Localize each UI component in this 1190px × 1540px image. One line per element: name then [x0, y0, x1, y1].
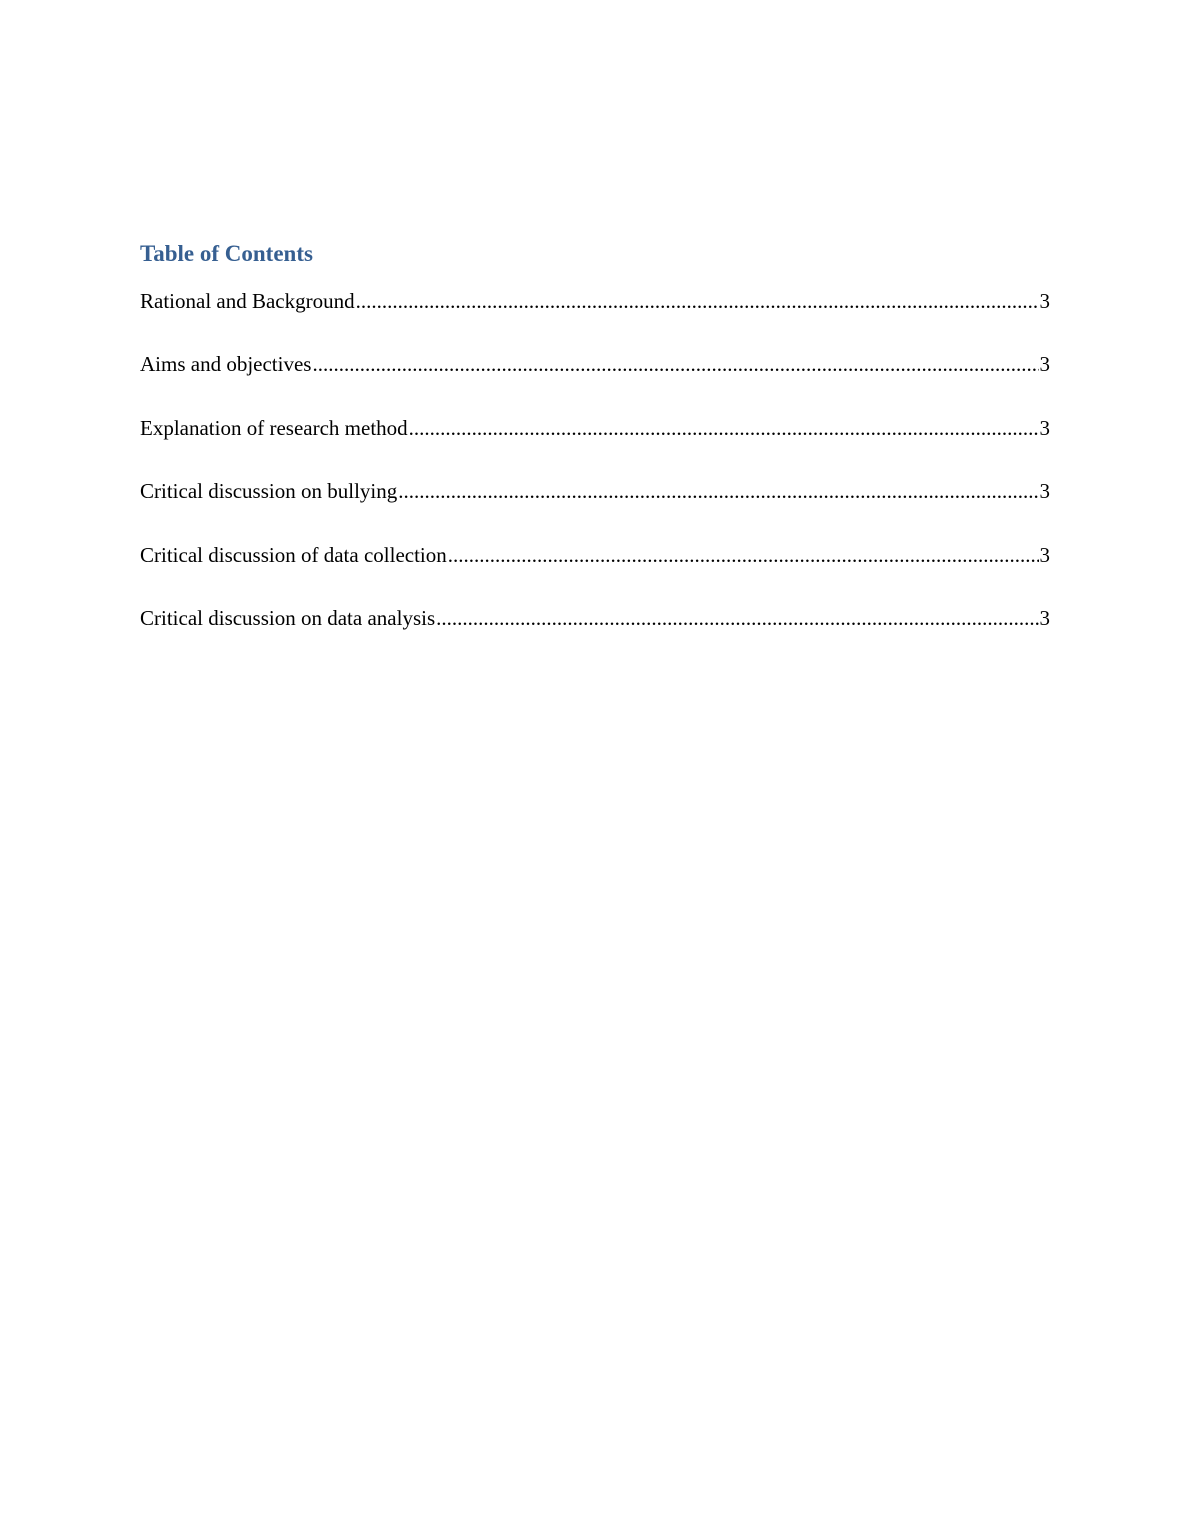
- toc-entry-critical-discussion-on-bullying[interactable]: [140, 476, 1050, 539]
- toc-dot-leader: [398, 476, 1038, 506]
- toc-heading: Table of Contents: [140, 241, 313, 266]
- toc-entry-page-number: 3: [1039, 479, 1050, 504]
- toc-entry-label: Critical discussion on data analysis: [140, 605, 436, 630]
- toc-entry-label: Critical discussion of data collection: [140, 542, 447, 567]
- toc-entry-page-number: 3: [1039, 415, 1050, 440]
- toc-entry-label: Explanation of research method: [140, 415, 408, 440]
- toc-dot-leader: [312, 349, 1038, 379]
- toc-entry-rational-and-background[interactable]: [140, 286, 1050, 349]
- toc-dot-leader: [436, 603, 1038, 633]
- toc-entry-critical-discussion-on-data-analysis[interactable]: [140, 603, 1050, 666]
- toc-dot-leader: [409, 413, 1039, 443]
- table-of-contents: [140, 238, 1050, 666]
- toc-dot-leader: [448, 540, 1039, 570]
- toc-entry-explanation-of-research-method[interactable]: [140, 413, 1050, 476]
- toc-entry-page-number: 3: [1039, 352, 1050, 377]
- toc-entry-label: Critical discussion on bullying: [140, 479, 398, 504]
- toc-list: [140, 286, 1050, 666]
- toc-entry-aims-and-objectives[interactable]: [140, 349, 1050, 412]
- toc-dot-leader: [356, 286, 1039, 316]
- toc-entry-critical-discussion-of-data-collection[interactable]: [140, 540, 1050, 603]
- toc-entry-page-number: 3: [1039, 289, 1050, 313]
- toc-entry-label: Rational and Background: [140, 289, 355, 313]
- toc-entry-page-number: 3: [1039, 542, 1050, 567]
- toc-entry-page-number: 3: [1039, 605, 1050, 630]
- toc-entry-label: Aims and objectives: [140, 352, 312, 377]
